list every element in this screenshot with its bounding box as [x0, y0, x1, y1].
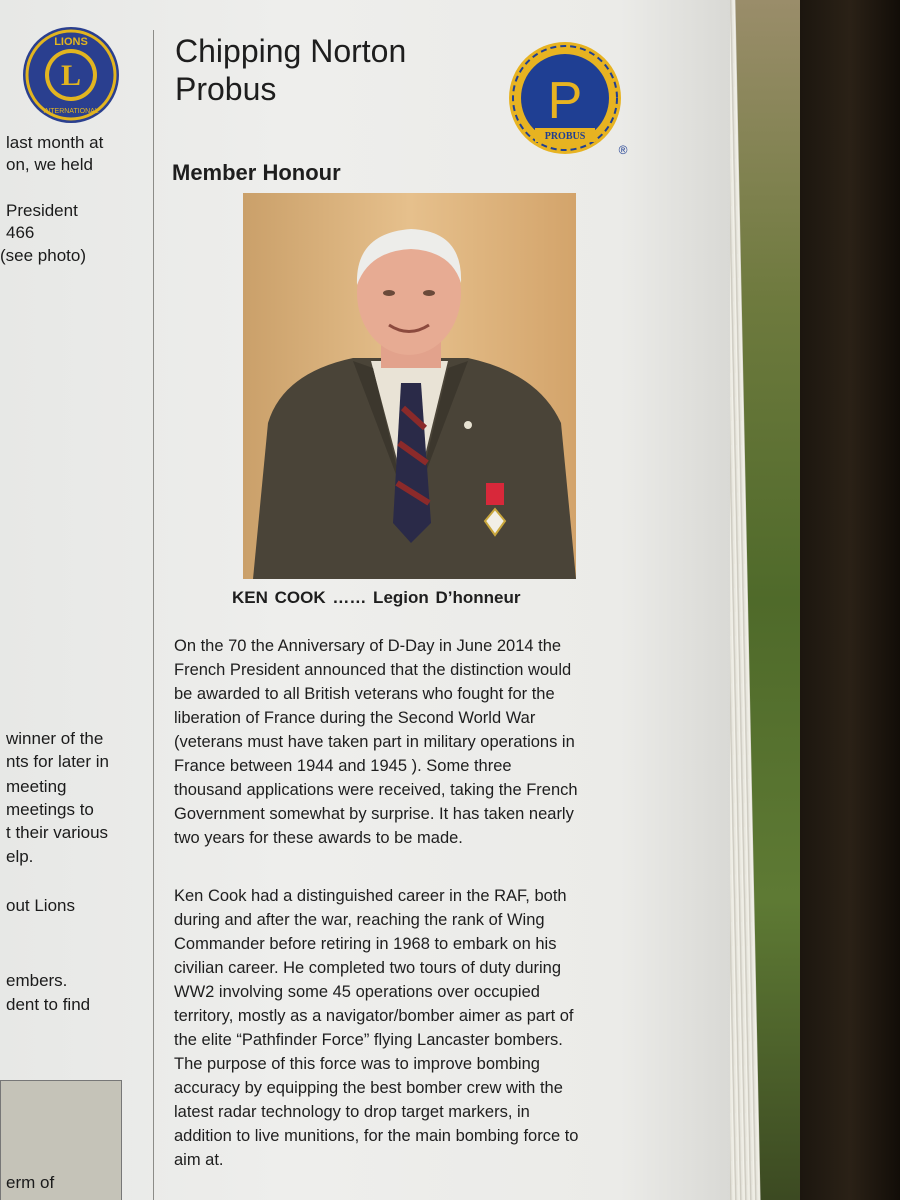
- paragraph-line: aim at.: [174, 1151, 224, 1169]
- paragraph-line: addition to live munitions, for the main bombing force to: [174, 1127, 579, 1145]
- probus-logo-icon: [505, 40, 635, 160]
- left-text-line: t their various: [6, 823, 109, 842]
- paragraph-line: France between 1944 and 1945 ). Some three: [174, 757, 512, 775]
- probus-logo-word: PROBUS: [544, 131, 586, 142]
- title-line: Chipping Norton: [175, 33, 407, 69]
- paragraph-line: Commander before retiring in 1968 to embark on his: [174, 935, 557, 953]
- paragraph-line: be awarded to all British veterans who fought for the: [174, 685, 555, 703]
- left-text-line: 466: [6, 223, 35, 242]
- left-text-line: nts for later in: [6, 752, 109, 771]
- left-text-line: elp.: [6, 847, 34, 866]
- left-text-line: on, we held: [6, 155, 93, 174]
- left-text-line: (see photo): [0, 246, 86, 265]
- paragraph-line: The purpose of this force was to improve bombing: [174, 1055, 540, 1073]
- paragraph-line: On the 70 the Anniversary of D-Day in June 2014 the: [174, 637, 562, 655]
- left-text-line: embers.: [6, 971, 68, 990]
- left-text-line: out Lions: [6, 896, 75, 915]
- paragraph-line: WW2 involving some 45 operations over occupied: [174, 983, 540, 1001]
- left-text-line: dent to find: [6, 995, 91, 1014]
- title-line: Probus: [175, 71, 277, 107]
- paragraph-1: [174, 634, 578, 850]
- left-text-line: winner of the: [6, 729, 104, 748]
- section-heading: Member Honour: [172, 160, 341, 185]
- paragraph-2: [174, 884, 578, 1172]
- left-text-line: erm of: [6, 1173, 55, 1192]
- left-text-line: last month at: [6, 133, 104, 152]
- paragraph-line: Ken Cook had a distinguished career in the RAF, both: [174, 887, 567, 905]
- paragraph-line: the elite “Pathfinder Force” flying Lancaster bombers.: [174, 1031, 563, 1049]
- paragraph-line: territory, mostly as a navigator/bomber aimer as part of: [174, 1007, 574, 1025]
- lions-logo-sub: INTERNATIONAL: [43, 108, 99, 115]
- paragraph-line: liberation of France during the Second World War: [174, 709, 536, 727]
- paragraph-line: accuracy by equipping the best bomber crew with the: [174, 1079, 563, 1097]
- paragraph-line: latest radar technology to drop target markers, in: [174, 1103, 530, 1121]
- paragraph-line: civilian career. He completed two tours of duty during: [174, 959, 562, 977]
- lions-logo-icon: [16, 25, 126, 125]
- probus-logo-letter: P: [547, 72, 583, 130]
- window-frame: [800, 0, 900, 1200]
- registered-mark: ®: [618, 143, 628, 157]
- left-text-line: President: [6, 201, 78, 220]
- lions-logo-text: LIONS: [54, 36, 88, 48]
- paragraph-line: French President announced that the distinction would: [174, 661, 572, 679]
- paragraph-line: during and after the war, reaching the rank of Wing: [174, 911, 545, 929]
- lions-logo-letter: L: [60, 59, 82, 92]
- portrait-photo: [243, 193, 576, 579]
- paragraph-line: (veterans must have taken part in military operations in: [174, 733, 575, 751]
- page-title: [175, 32, 406, 108]
- photo-caption: KEN COOK …… Legion D’honneur: [232, 588, 521, 607]
- paragraph-line: Government somewhat by surprise. It has taken nearly: [174, 805, 574, 823]
- left-text-line: meetings to: [6, 800, 94, 819]
- left-text-line: meeting: [6, 777, 67, 796]
- paragraph-line: two years for these awards to be made.: [174, 829, 463, 847]
- column-divider: [153, 30, 154, 1200]
- paragraph-line: thousand applications were received, taking the French: [174, 781, 578, 799]
